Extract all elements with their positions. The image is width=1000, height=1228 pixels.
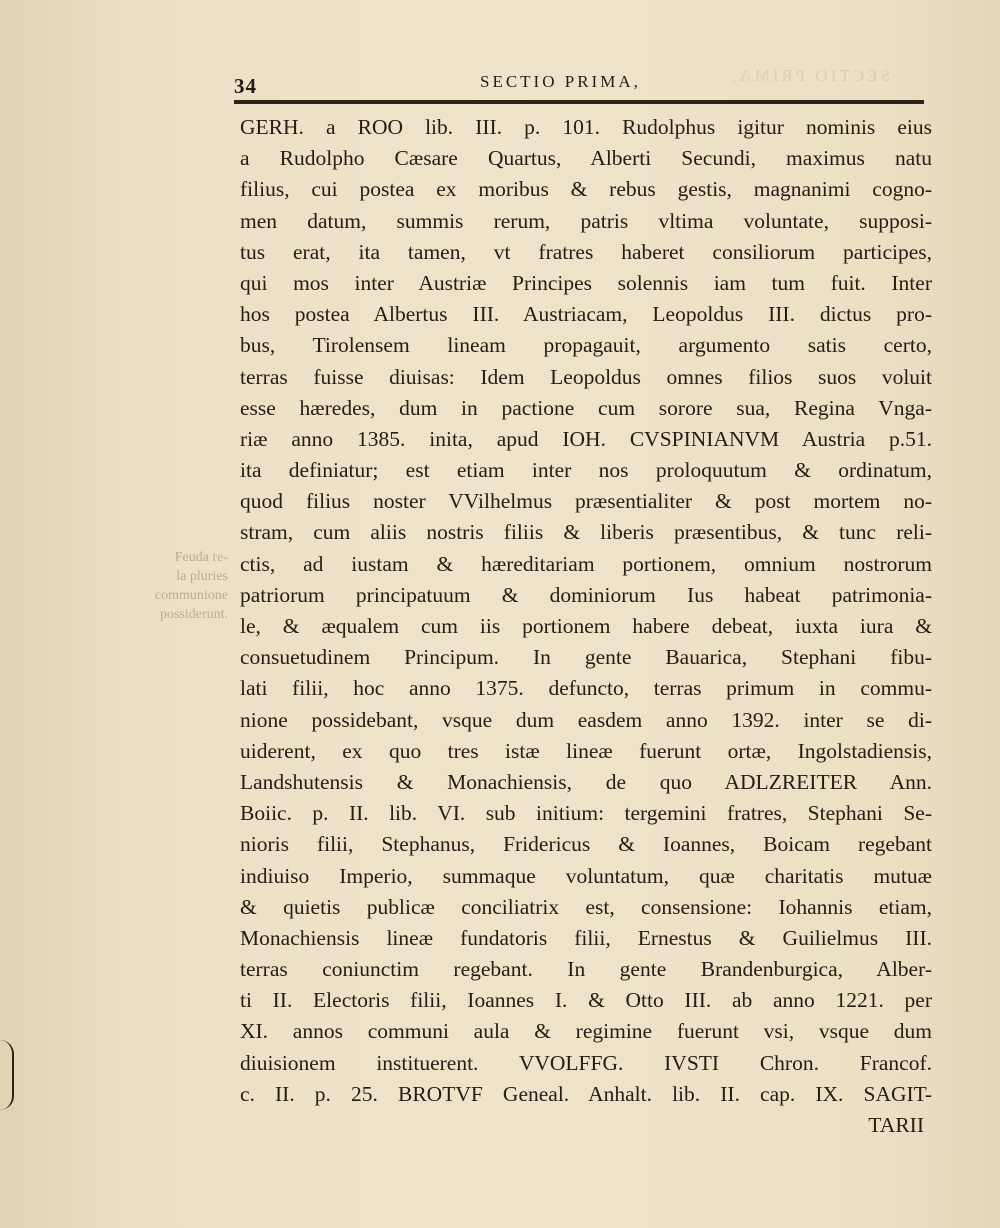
text-line: consuetudinem Principum. In gente Bauarica, Stephani fibu- xyxy=(240,645,932,670)
margin-note-line: la pluries xyxy=(176,569,228,584)
text-line: ita definiatur; est etiam inter nos proloquutum & ordinatum, xyxy=(240,458,932,483)
text-line: ti II. Electoris filii, Ioannes I. & Otto III. ab anno 1221. per xyxy=(240,988,932,1013)
margin-note-line: Feuda re- xyxy=(174,550,228,565)
text-line: & quietis publicæ conciliatrix est, consensione: Iohannis etiam, xyxy=(240,894,932,919)
text-line: terras fuisse diuisas: Idem Leopoldus omnes filios suos voluit xyxy=(240,364,932,389)
text-line: men datum, summis rerum, patris vltima voluntate, supposi- xyxy=(240,208,932,233)
text-line: lati filii, hoc anno 1375. defuncto, terras primum in commu- xyxy=(240,676,932,701)
text-line: esse hæredes, dum in pactione cum sorore sua, Regina Vnga- xyxy=(240,395,932,420)
text-line: hos postea Albertus III. Austriacam, Leopoldus III. dictus pro- xyxy=(240,302,932,327)
margin-note-line: communione xyxy=(154,588,228,603)
text-line: uiderent, ex quo tres istæ lineæ fuerunt ortæ, Ingolstadiensis, xyxy=(240,738,932,763)
page-number: 34 xyxy=(234,74,257,98)
margin-note-line: possiderunt. xyxy=(159,607,228,622)
text-line: a Rudolpho Cæsare Quartus, Alberti Secundi, maximus natu xyxy=(240,146,932,171)
text-line: GERH. a ROO lib. III. p. 101. Rudolphus igitur nominis eius xyxy=(240,115,932,139)
bleed-through-text: SECTIO PRIMA, xyxy=(729,66,890,85)
page-header xyxy=(234,70,926,100)
page-edge xyxy=(0,1040,14,1110)
text-line: nione possidebant, vsque dum easdem anno 1392. inter se di- xyxy=(240,707,932,732)
text-line: patriorum principatuum & dominiorum Ius habeat patrimonia- xyxy=(240,582,932,607)
running-head: SECTIO PRIMA, xyxy=(480,72,641,91)
margin-note xyxy=(128,548,228,624)
text-line: diuisionem instituerent. VVOLFFG. IVSTI Chron. Francof. xyxy=(240,1050,932,1075)
text-line: Landshutensis & Monachiensis, de quo ADLZREITER Ann. xyxy=(240,769,932,794)
text-line: XI. annos communi aula & regimine fuerunt vsi, vsque dum xyxy=(240,1019,932,1044)
text-line: nioris filii, Stephanus, Fridericus & Ioannes, Boicam regebant xyxy=(240,832,932,857)
text-line: c. II. p. 25. BROTVF Geneal. Anhalt. lib. II. cap. IX. SAGIT- xyxy=(240,1081,932,1106)
text-line: quod filius noster VVilhelmus præsentialiter & post mortem no- xyxy=(240,489,932,514)
text-line: ctis, ad iustam & hæreditariam portionem, omnium nostrorum xyxy=(240,551,932,576)
text-line: Monachiensis lineæ fundatoris filii, Ernestus & Guilielmus III. xyxy=(240,925,932,950)
text-line: bus, Tirolensem lineam propagauit, argumento satis certo, xyxy=(240,333,932,358)
catchword: TARII xyxy=(868,1113,924,1137)
text-line: Boiic. p. II. lib. VI. sub initium: tergemini fratres, Stephani Se- xyxy=(240,801,932,826)
text-line: le, & æqualem cum iis portionem habere debeat, iuxta iura & xyxy=(240,614,932,638)
body-text xyxy=(240,112,932,1141)
text-line: filius, cui postea ex moribus & rebus gestis, magnanimi cogno- xyxy=(240,177,932,202)
text-line: indiuiso Imperio, summaque voluntatum, quæ charitatis mutuæ xyxy=(240,863,932,888)
text-line: terras coniunctim regebant. In gente Brandenburgica, Alber- xyxy=(240,957,932,982)
text-line: tus erat, ita tamen, vt fratres haberet consiliorum participes, xyxy=(240,239,932,264)
text-line: stram, cum aliis nostris filiis & liberis præsentibus, & tunc reli- xyxy=(240,520,932,545)
text-line: riæ anno 1385. inita, apud IOH. CVSPINIANVM Austria p.51. xyxy=(240,426,932,451)
text-line: qui mos inter Austriæ Principes solennis iam tum fuit. Inter xyxy=(240,270,932,295)
header-rule xyxy=(234,100,924,104)
